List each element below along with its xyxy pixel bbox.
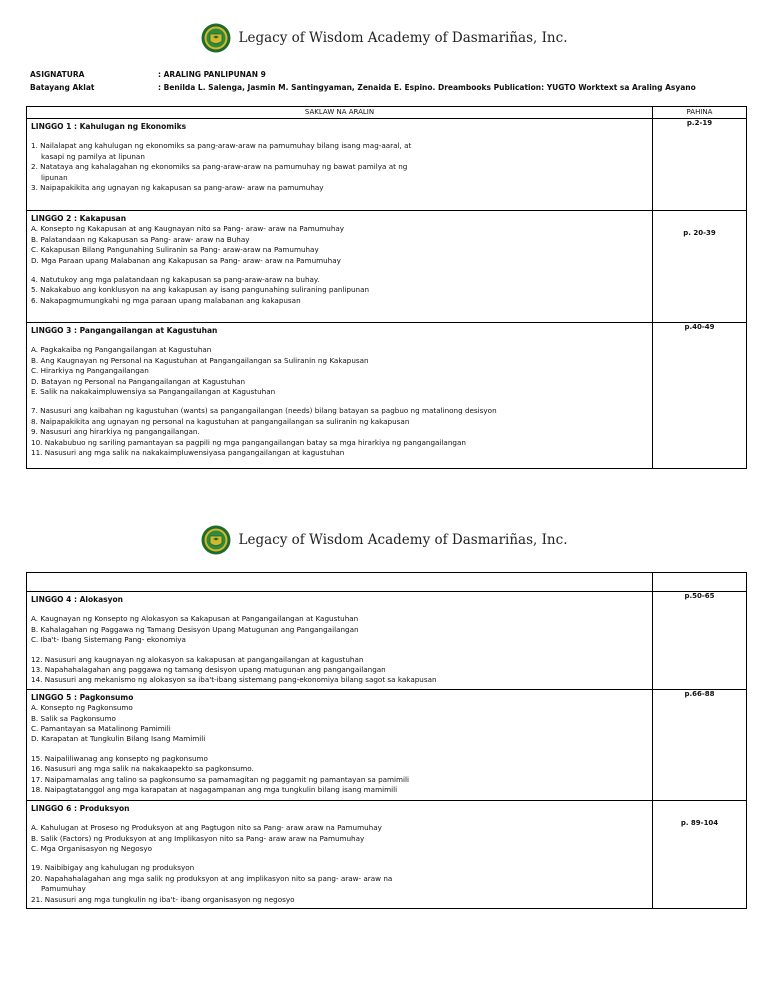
topic-item: E. Salik na nakakaimpluwensiya sa Pangangailangan at Kagustuhan (31, 387, 276, 397)
table-row-week-1 (27, 119, 747, 211)
table-row-week-4 (27, 592, 747, 690)
topic-column-header: SAKLAW NA ARALIN (27, 107, 653, 119)
syllabus-table-1 (26, 106, 747, 469)
competency-item: 18. Naipagtatanggol ang mga karapatan at nagagampanan ang mga tungkulin bilang isang mamimili (31, 785, 398, 795)
topic-item: B. Ang Kaugnayan ng Personal na Kagustuhan at Pangangailangan sa Suliranin ng Kakapusan (31, 355, 369, 365)
syllabus-table-2 (26, 572, 747, 909)
competency-item: 12. Nasusuri ang kaugnayan ng alokasyon sa kakapusan at pangangailangan at kagustuhan (31, 654, 364, 664)
week-title: LINGGO 3 : Pangangailangan at Kagustuhan (31, 326, 218, 335)
topic-item: C. Hirarkiya ng Pangangailangan (31, 366, 149, 376)
page-header-2 (0, 520, 768, 560)
topic-item: C. Mga Organisasyon ng Negosyo (31, 844, 152, 854)
topic-item: A. Pagkakaiba ng Pangangailangan at Kagustuhan (31, 345, 212, 355)
competency-item: 17. Naipamamalas ang talino sa pagkonsumo sa pamamagitan ng paggamit ng pamantayan sa pamimili (31, 774, 410, 784)
competency-item: 9. Nasusuri ang hirarkiya ng pangangailangan. (31, 427, 200, 437)
school-seal-icon (201, 525, 231, 555)
page-range: p.50-65 (653, 592, 747, 690)
topic-item: A. Konsepto ng Kakapusan at ang Kaugnayan nito sa Pang- araw- araw na Pamumuhay (31, 224, 345, 234)
table-row-week-5 (27, 689, 747, 800)
table-row-week-3 (27, 323, 747, 469)
competency-item: 6. Nakapagmumungkahi ng mga paraan upang malabanan ang kakapusan (31, 295, 301, 305)
book-value: : Benilda L. Salenga, Jasmin M. Santingyaman, Zenaida E. Espino. Dreambooks Publication: YUGTO Worktext sa Araling Asyano (158, 83, 696, 92)
page-range: p.66-88 (653, 689, 747, 800)
school-name: Legacy of Wisdom Academy of Dasmariñas, Inc. (238, 30, 568, 46)
school-seal-icon (201, 23, 231, 53)
topic-item: B. Salik sa Pagkonsumo (31, 713, 116, 723)
competency-item: 2. Natataya ang kahalagahan ng ekonomiks sa pang-araw-araw na pamumuhay ng bawat pamilya at ng (31, 162, 408, 172)
week-title: LINGGO 5 : Pagkonsumo (31, 692, 134, 702)
topic-item: D. Batayan ng Personal na Pangangailangan at Kagustuhan (31, 376, 246, 386)
competency-item: Pamumuhay (41, 884, 86, 894)
competency-item: 5. Nakakabuo ang konklusyon na ang kakapusan ay isang pangunahing suliraning panlipunan (31, 285, 370, 295)
week-title: LINGGO 6 : Produksyon (31, 803, 130, 813)
topic-item: C. Iba't- Ibang Sistemang Pang- ekonomiya (31, 635, 186, 645)
competency-item: 4. Natutukoy ang mga palatandaan ng kakapusan sa pang-araw-araw na buhay. (31, 275, 320, 285)
subject-value: : ARALING PANLIPUNAN 9 (158, 70, 266, 79)
topic-item: B. Palatandaan ng Kakapusan sa Pang- araw- araw na Buhay (31, 234, 250, 244)
competency-item: 1. Nailalapat ang kahulugan ng ekonomiks sa pang-araw-araw na pamumuhay bilang isang mag-aaral, at (31, 141, 412, 151)
competency-item: 14. Nasusuri ang mekanismo ng alokasyon sa iba't-ibang sistemang pang-ekonomiya bilang sagot sa kakapusan (31, 675, 437, 685)
topic-item: A. Konsepto ng Pagkonsumo (31, 703, 133, 713)
course-meta (30, 68, 750, 94)
table-row-week-6 (27, 800, 747, 908)
competency-item: 21. Nasusuri ang mga tungkulin ng iba't- ibang organisasyon ng negosyo (31, 894, 295, 904)
competency-item: 7. Nasusuri ang kaibahan ng kagustuhan (wants) sa pangangailangan (needs) bilang batayan sa pagbuo ng matalinong desisyon (31, 406, 497, 416)
week-title: LINGGO 4 : Alokasyon (31, 595, 124, 604)
competency-item: 20. Napahahalagahan ang mga salik ng produksyon at ang implikasyon nito sa pang- araw- araw na (31, 873, 393, 883)
week-title: LINGGO 2 : Kakapusan (31, 214, 127, 223)
competency-item: kasapi ng pamilya at lipunan (41, 151, 145, 161)
topic-item: D. Mga Paraan upang Malabanan ang Kakapusan sa Pang- araw- araw na Pamumuhay (31, 255, 341, 265)
topic-item: C. Pamantayan sa Matalinong Pamimili (31, 724, 171, 734)
topic-item: C. Kakapusan Bilang Pangunahing Suliranin sa Pang- araw-araw na Pamumuhay (31, 245, 319, 255)
subject-label: ASIGNATURA (30, 70, 85, 79)
page-range: p.2-19 (653, 119, 747, 211)
competency-item: 16. Nasusuri ang mga salik na nakakaapekto sa pagkonsumo. (31, 764, 254, 774)
competency-item: lipunan (41, 172, 68, 182)
page-column-header: PAHINA (653, 107, 747, 119)
week-title: LINGGO 1 : Kahulugan ng Ekonomiks (31, 122, 187, 131)
competency-item: 8. Naipapakikita ang ugnayan ng personal na kagustuhan at pangangailangan sa suliranin ng kakapusan (31, 416, 410, 426)
page-range: p.40-49 (653, 323, 747, 469)
competency-item: 15. Naipaliliwanag ang konsepto ng pagkonsumo (31, 753, 208, 763)
page-range: p. 20-39 (683, 229, 716, 237)
book-label: Batayang Aklat (30, 83, 95, 92)
competency-item: 10. Nakabubuo ng sariling pamantayan sa pagpili ng mga pangangailangan batay sa mga hirarkiya ng pangangailangan (31, 437, 466, 447)
competency-item: 11. Nasusuri ang mga salik na nakakaimpluwensiyasa pangangailangan at kagustuhan (31, 448, 345, 458)
school-name: Legacy of Wisdom Academy of Dasmariñas, Inc. (238, 532, 568, 548)
competency-item: 3. Naipapakikita ang ugnayan ng kakapusan sa pang-araw- araw na pamumuhay (31, 183, 324, 193)
table-row-week-2 (27, 211, 747, 323)
page-range: p. 89-104 (680, 818, 719, 827)
topic-item: B. Kahalagahan ng Paggawa ng Tamang Desisyon Upang Matugunan ang Pangangailangan (31, 624, 359, 634)
table-header-row-blank (27, 573, 747, 592)
topic-item: B. Salik (Factors) ng Produksyon at ang Implikasyon nito sa Pang- araw araw na Pamumuhay (31, 833, 365, 843)
competency-item: 19. Naibibigay ang kahulugan ng produksyon (31, 863, 195, 873)
competency-item: 13. Napahahalagahan ang paggawa ng tamang desisyon upang matugunan ang pangangailangan (31, 665, 386, 675)
page-header-1 (0, 18, 768, 58)
topic-item: A. Kahulugan at Proseso ng Produksyon at ang Pagtugon nito sa Pang- araw araw na Pamumuhay (31, 823, 382, 833)
topic-item: D. Karapatan at Tungkulin Bilang Isang Mamimili (31, 734, 206, 744)
topic-item: A. Kaugnayan ng Konsepto ng Alokasyon sa Kakapusan at Pangangailangan at Kagustuhan (31, 614, 359, 624)
